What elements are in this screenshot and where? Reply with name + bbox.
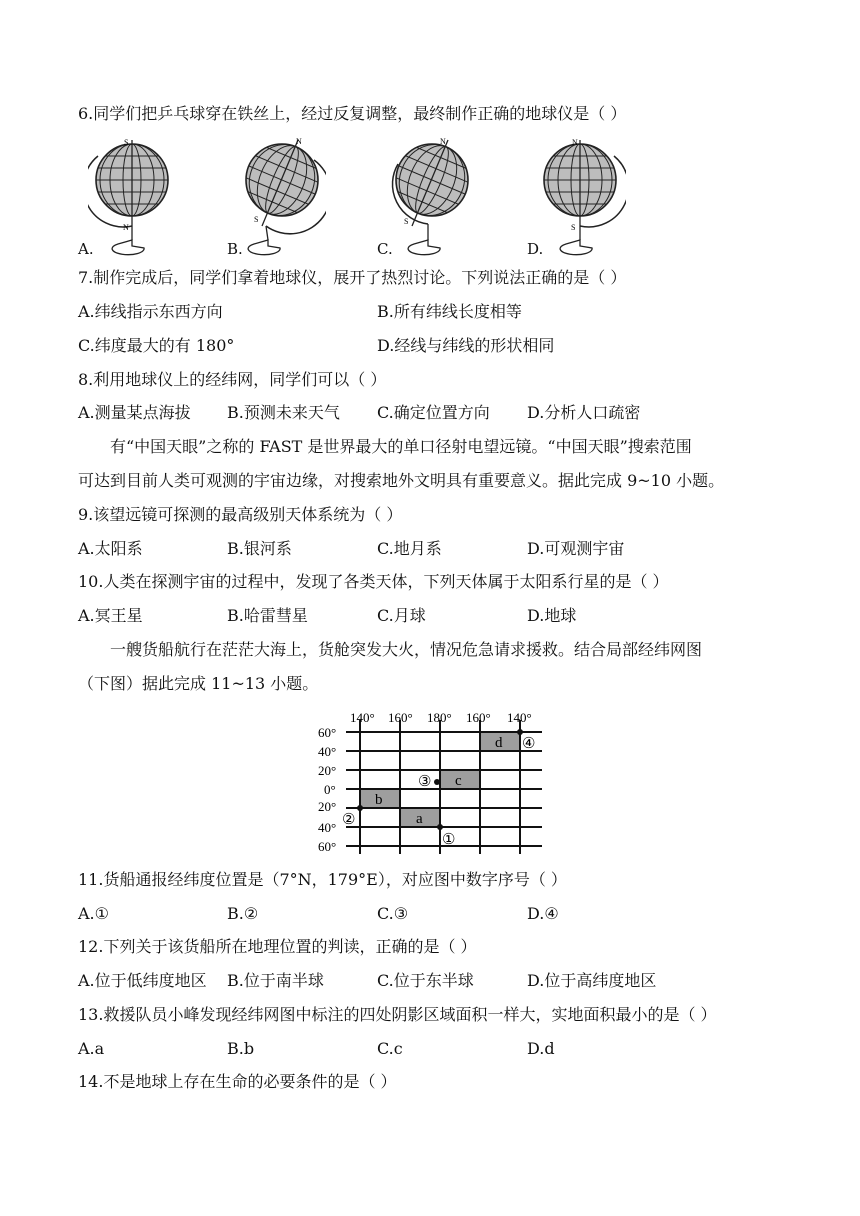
pole-label: N bbox=[572, 138, 578, 147]
pole-label: S bbox=[571, 223, 576, 232]
left-label: 60° bbox=[318, 725, 337, 740]
q12-option-a: A.位于低纬度地区 bbox=[78, 971, 207, 990]
left-label: 40° bbox=[318, 744, 337, 759]
q12-option-b: B.位于南半球 bbox=[227, 971, 324, 990]
q14-stem: 14.不是地球上存在生命的必要条件的是（ ） bbox=[78, 1072, 397, 1091]
point-2-dot bbox=[357, 805, 363, 811]
q8-option-a: A.测量某点海拔 bbox=[78, 403, 191, 422]
point-label-3: ③ bbox=[418, 774, 432, 790]
q10-stem: 10.人类在探测宇宙的过程中，发现了各类天体，下列天体属于太阳系行星的是（ ） bbox=[78, 572, 669, 591]
left-label: 60° bbox=[318, 839, 337, 854]
pole-label: N bbox=[123, 223, 129, 232]
q12-option-c: C.位于东半球 bbox=[377, 971, 474, 990]
q9-option-c: C.地月系 bbox=[377, 539, 442, 558]
area-label-b: b bbox=[375, 792, 383, 808]
pole-label: S bbox=[404, 217, 409, 226]
q6-stem: 6.同学们把乒乓球穿在铁丝上，经过反复调整，最终制作正确的地球仪是（ ） bbox=[78, 104, 627, 123]
pole-label: N bbox=[440, 137, 446, 146]
left-label: 20° bbox=[318, 799, 337, 814]
q9-option-b: B.银河系 bbox=[227, 539, 292, 558]
q13-stem: 13.救援队员小峰发现经纬网图中标注的四处阴影区域面积一样大，实地面积最小的是（ ） bbox=[78, 1005, 717, 1024]
q11-option-a: A.① bbox=[78, 904, 109, 923]
q12-stem: 12.下列关于该货船所在地理位置的判读，正确的是（ ） bbox=[78, 937, 477, 956]
top-label: 140° bbox=[507, 710, 532, 725]
point-1-dot bbox=[437, 824, 443, 830]
q12-option-d: D.位于高纬度地区 bbox=[527, 971, 657, 990]
area-label-c: c bbox=[455, 773, 462, 789]
globe-option-c bbox=[386, 134, 476, 258]
q7-stem: 7.制作完成后，同学们拿着地球仪，展开了热烈讨论。下列说法正确的是（ ） bbox=[78, 268, 627, 287]
passage2-line2: （下图）据此完成 11~13 小题。 bbox=[78, 674, 319, 693]
point-4-dot bbox=[517, 729, 523, 735]
latlong-grid-diagram bbox=[310, 706, 550, 858]
q6-option-b: B. bbox=[227, 240, 243, 258]
q13-option-c: C.c bbox=[377, 1039, 403, 1058]
q7-option-c: C.纬度最大的有 180° bbox=[78, 336, 235, 355]
q7-option-b: B.所有纬线长度相等 bbox=[377, 302, 522, 321]
q13-option-d: D.d bbox=[527, 1039, 555, 1058]
left-label: 20° bbox=[318, 763, 337, 778]
q9-option-d: D.可观测宇宙 bbox=[527, 539, 625, 558]
q9-option-a: A.太阳系 bbox=[78, 539, 143, 558]
q13-option-a: A.a bbox=[78, 1039, 105, 1058]
area-label-d: d bbox=[495, 735, 503, 751]
q11-stem: 11.货船通报经纬度位置是（7°N，179°E），对应图中数字序号（ ） bbox=[78, 870, 567, 889]
pole-label: N bbox=[296, 137, 302, 146]
q9-stem: 9.该望远镜可探测的最高级别天体系统为（ ） bbox=[78, 505, 403, 524]
point-label-4: ④ bbox=[522, 736, 536, 752]
globe-option-a bbox=[88, 136, 178, 258]
top-label: 180° bbox=[427, 710, 452, 725]
globe-option-b bbox=[236, 134, 326, 258]
left-label: 0° bbox=[324, 782, 336, 797]
q6-option-c: C. bbox=[377, 240, 393, 258]
top-label: 160° bbox=[466, 710, 491, 725]
pole-label: S bbox=[254, 215, 259, 224]
q8-option-d: D.分析人口疏密 bbox=[527, 403, 641, 422]
q10-option-a: A.冥王星 bbox=[78, 606, 143, 625]
q7-option-a: A.纬线指示东西方向 bbox=[78, 302, 223, 321]
q11-option-d: D.④ bbox=[527, 904, 559, 923]
area-label-a: a bbox=[416, 811, 423, 827]
point-3-dot bbox=[434, 779, 440, 785]
q6-option-a: A. bbox=[78, 240, 94, 258]
passage1-line1: 有“中国天眼”之称的 FAST 是世界最大的单口径射电望远镜。“中国天眼”搜索范围 bbox=[110, 437, 692, 456]
q10-option-d: D.地球 bbox=[527, 606, 577, 625]
q13-option-b: B.b bbox=[227, 1039, 255, 1058]
q8-option-b: B.预测未来天气 bbox=[227, 403, 340, 422]
left-label: 40° bbox=[318, 820, 337, 835]
q11-option-c: C.③ bbox=[377, 904, 409, 923]
q6-option-d: D. bbox=[527, 240, 544, 258]
point-label-1: ① bbox=[442, 832, 456, 848]
q8-stem: 8.利用地球仪上的经纬网，同学们可以（ ） bbox=[78, 370, 387, 389]
q10-option-b: B.哈雷彗星 bbox=[227, 606, 308, 625]
point-label-2: ② bbox=[342, 812, 356, 828]
globe-option-d bbox=[536, 136, 626, 258]
q11-option-b: B.② bbox=[227, 904, 259, 923]
q8-option-c: C.确定位置方向 bbox=[377, 403, 490, 422]
top-label: 140° bbox=[350, 710, 375, 725]
q10-option-c: C.月球 bbox=[377, 606, 426, 625]
pole-label: S bbox=[124, 138, 129, 147]
top-label: 160° bbox=[388, 710, 413, 725]
q7-option-d: D.经线与纬线的形状相同 bbox=[377, 336, 555, 355]
passage1-line2: 可达到目前人类可观测的宇宙边缘，对搜索地外文明具有重要意义。据此完成 9~10 小题。 bbox=[78, 471, 725, 490]
passage2-line1: 一艘货船航行在茫茫大海上，货舱突发大火，情况危急请求援救。结合局部经纬网图 bbox=[110, 640, 703, 659]
